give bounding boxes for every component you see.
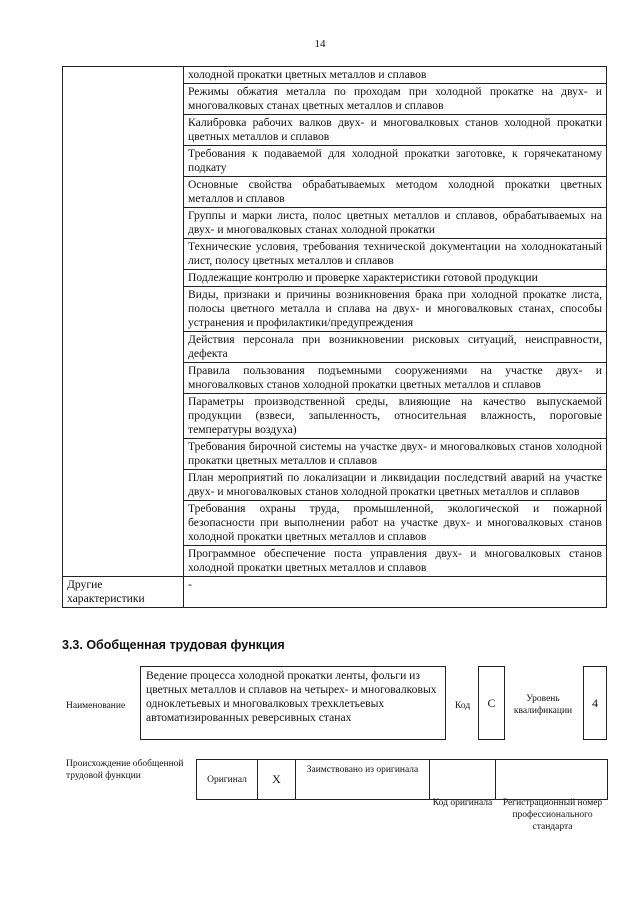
other-characteristics-value: - [184, 577, 607, 608]
origin-label: Происхождение обобщенной трудовой функции [66, 759, 184, 781]
borrowed-label: Заимствовано из оригинала [296, 760, 430, 800]
registration-number-label: Регистрационный номер профессионального стандарта [502, 798, 603, 832]
original-label: Оригинал [197, 760, 258, 800]
code-value-box: С [478, 666, 505, 740]
knowledge-item: Основные свойства обрабатываемых методом холодной прокатки цветных металлов и сплавов [184, 177, 607, 208]
code-label: Код [455, 701, 471, 711]
original-code-cell [430, 760, 496, 800]
knowledge-item: Требования охраны труда, промышленной, экологической и пожарной безопасности при выполнении работ на участке двух- и многовалковых станов холодной прокатки цветных металлов и сплавов [184, 501, 607, 546]
knowledge-item: Программное обеспечение поста управления двух- и многовалковых станов холодной прокатки цветных металлов и сплавов [184, 546, 607, 577]
knowledge-item: Параметры производственной среды, влияющие на качество выпускаемой продукции (взвеси, запыленность, относительная влажность, пороговые температуры воздуха) [184, 394, 607, 439]
qualification-level-box: 4 [583, 666, 607, 740]
function-name-box: Ведение процесса холодной прокатки ленты, фольги из цветных металлов и сплавов на четырех- и многовалковых одноклетьевых и многовалковых трехклетьевых автоматизированных реверсивных станах [140, 666, 446, 740]
knowledge-item: Требования к подаваемой для холодной прокатки заготовке, к горячекатаному подкату [184, 146, 607, 177]
origin-table [196, 759, 608, 800]
section-heading: 3.3. Обобщенная трудовая функция [62, 638, 285, 652]
code-original-label: Код оригинала [432, 798, 493, 808]
original-mark: Х [258, 760, 296, 800]
other-characteristics-row [63, 577, 607, 608]
knowledge-item: Режимы обжатия металла по проходам при холодной прокатке на двух- и многовалковых станах цветных металлов и сплавов [184, 84, 607, 115]
knowledge-item: Калибровка рабочих валков двух- и многовалковых станов холодной прокатки цветных металлов и сплавов [184, 115, 607, 146]
knowledge-item: План мероприятий по локализации и ликвидации последствий аварий на участке двух- и многовалковых станов холодной прокатки цветных металлов и сплавов [184, 470, 607, 501]
knowledge-item: Группы и марки листа, полос цветных металлов и сплавов, обрабатываемых на двух- и многовалковых станах холодной прокатки [184, 208, 607, 239]
knowledge-item: Правила пользования подъемными сооружениями на участке двух- и многовалковых станов холодной прокатки цветных металлов и сплавов [184, 363, 607, 394]
knowledge-item: холодной прокатки цветных металлов и сплавов [184, 67, 607, 84]
knowledge-table [62, 66, 607, 608]
knowledge-item: Действия персонала при возникновении рисковых ситуаций, неисправности, дефекта [184, 332, 607, 363]
knowledge-item: Требования бирочной системы на участке двух- и многовалковых станов холодной прокатки цветных металлов и сплавов [184, 439, 607, 470]
qualification-level-label: Уровень квалификации [513, 694, 573, 716]
registration-number-cell [496, 760, 608, 800]
knowledge-item: Технические условия, требования технической документации на холоднокатаный лист, полосу цветных металлов и сплавов [184, 239, 607, 270]
knowledge-row-first [63, 67, 607, 84]
knowledge-label-cell [63, 67, 184, 577]
other-characteristics-label: Другие характеристики [63, 577, 184, 608]
knowledge-item: Подлежащие контролю и проверке характеристики готовой продукции [184, 270, 607, 287]
knowledge-item: Виды, признаки и причины возникновения брака при холодной прокатке листа, полосы цветного металла и сплава на двух- и многовалковых станах, способы устранения и профилактики/предупреждения [184, 287, 607, 332]
page-number: 14 [314, 38, 326, 50]
name-label: Наименование [66, 701, 126, 711]
